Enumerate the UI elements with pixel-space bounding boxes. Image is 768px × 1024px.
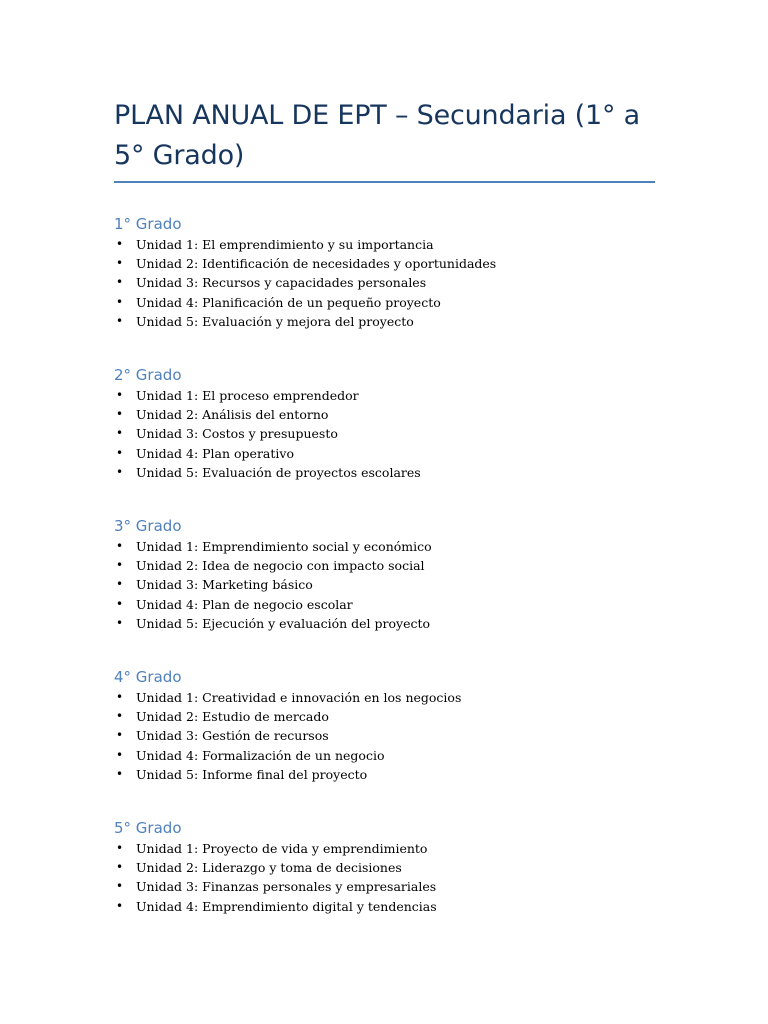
unit-text: Unidad 2: Liderazgo y toma de decisiones: [136, 860, 402, 876]
list-item: [114, 537, 655, 556]
bullet-icon: •: [116, 577, 124, 592]
unit-text: Unidad 3: Finanzas personales y empresariales: [136, 879, 437, 895]
bullet-icon: •: [116, 898, 124, 913]
section-heading: 3° Grado: [114, 517, 182, 536]
bullet-icon: •: [116, 747, 124, 762]
unit-text: Unidad 5: Ejecución y evaluación del proyecto: [136, 615, 431, 631]
bullet-icon: •: [116, 879, 124, 894]
unit-list: [114, 839, 655, 916]
bullet-icon: •: [116, 464, 124, 479]
unit-text: Unidad 1: Proyecto de vida y emprendimiento: [136, 841, 428, 857]
grade-section-1: [114, 214, 655, 331]
list-item: [114, 556, 655, 575]
list-item: [114, 444, 655, 463]
bullet-icon: •: [116, 294, 124, 309]
list-item: [114, 839, 655, 858]
grade-section-3: [114, 516, 655, 633]
bullet-icon: •: [116, 426, 124, 441]
bullet-icon: •: [116, 709, 124, 724]
bullet-icon: •: [116, 766, 124, 781]
section-heading: 4° Grado: [114, 668, 182, 687]
section-heading: 5° Grado: [114, 819, 182, 838]
list-item: [114, 877, 655, 896]
list-item: [114, 405, 655, 424]
list-item: [114, 293, 655, 312]
list-item: [114, 595, 655, 614]
unit-text: Unidad 2: Análisis del entorno: [136, 407, 329, 423]
unit-list: [114, 688, 655, 784]
unit-text: Unidad 2: Estudio de mercado: [136, 709, 329, 725]
list-item: [114, 765, 655, 784]
unit-text: Unidad 4: Plan operativo: [136, 445, 294, 461]
list-item: [114, 707, 655, 726]
unit-text: Unidad 4: Plan de negocio escolar: [136, 596, 353, 612]
list-item: [114, 424, 655, 443]
unit-text: Unidad 5: Evaluación de proyectos escolares: [136, 464, 421, 480]
unit-text: Unidad 4: Formalización de un negocio: [136, 747, 385, 763]
unit-text: Unidad 1: El proceso emprendedor: [136, 388, 359, 404]
document-page: [114, 96, 655, 916]
unit-text: Unidad 2: Idea de negocio con impacto social: [136, 558, 425, 574]
list-item: [114, 273, 655, 292]
bullet-icon: •: [116, 388, 124, 403]
list-item: [114, 726, 655, 745]
bullet-icon: •: [116, 237, 124, 251]
list-item: [114, 614, 655, 633]
unit-text: Unidad 5: Evaluación y mejora del proyecto: [136, 313, 414, 329]
bullet-icon: •: [116, 728, 124, 743]
section-heading: 2° Grado: [114, 366, 182, 385]
list-item: [114, 746, 655, 765]
bullet-icon: •: [116, 558, 124, 573]
list-item: [114, 858, 655, 877]
bullet-icon: •: [116, 539, 124, 554]
list-item: [114, 235, 655, 254]
grade-section-2: [114, 365, 655, 482]
bullet-icon: •: [116, 445, 124, 460]
unit-text: Unidad 2: Identificación de necesidades y oportunidades: [136, 256, 497, 272]
bullet-icon: •: [116, 407, 124, 422]
list-item: [114, 254, 655, 273]
section-heading: 1° Grado: [114, 215, 182, 233]
list-item: [114, 463, 655, 482]
bullet-icon: •: [116, 841, 124, 856]
unit-list: [114, 235, 655, 331]
grade-section-4: [114, 667, 655, 784]
unit-text: Unidad 3: Recursos y capacidades personales: [136, 275, 427, 291]
unit-text: Unidad 3: Marketing básico: [136, 577, 313, 593]
list-item: [114, 312, 655, 331]
unit-list: [114, 537, 655, 633]
unit-text: Unidad 5: Informe final del proyecto: [136, 766, 368, 782]
list-item: [114, 897, 655, 916]
bullet-icon: •: [116, 275, 124, 290]
document-title: PLAN ANUAL DE EPT – Secundaria (1° a 5° Grado): [114, 100, 641, 171]
unit-text: Unidad 1: El emprendimiento y su importancia: [136, 237, 434, 252]
title-underline: [114, 181, 655, 183]
bullet-icon: •: [116, 313, 124, 328]
unit-list: [114, 386, 655, 482]
list-item: [114, 688, 655, 707]
bullet-icon: •: [116, 596, 124, 611]
unit-text: Unidad 1: Creatividad e innovación en los negocios: [136, 690, 462, 706]
unit-text: Unidad 4: Emprendimiento digital y tendencias: [136, 898, 437, 914]
grade-section-5: [114, 818, 655, 916]
unit-text: Unidad 1: Emprendimiento social y económico: [136, 539, 432, 555]
bullet-icon: •: [116, 860, 124, 875]
list-item: [114, 386, 655, 405]
unit-text: Unidad 3: Gestión de recursos: [136, 728, 329, 744]
unit-text: Unidad 3: Costos y presupuesto: [136, 426, 338, 442]
bullet-icon: •: [116, 256, 124, 271]
bullet-icon: •: [116, 615, 124, 630]
unit-text: Unidad 4: Planificación de un pequeño proyecto: [136, 294, 441, 310]
list-item: [114, 575, 655, 594]
bullet-icon: •: [116, 690, 124, 705]
